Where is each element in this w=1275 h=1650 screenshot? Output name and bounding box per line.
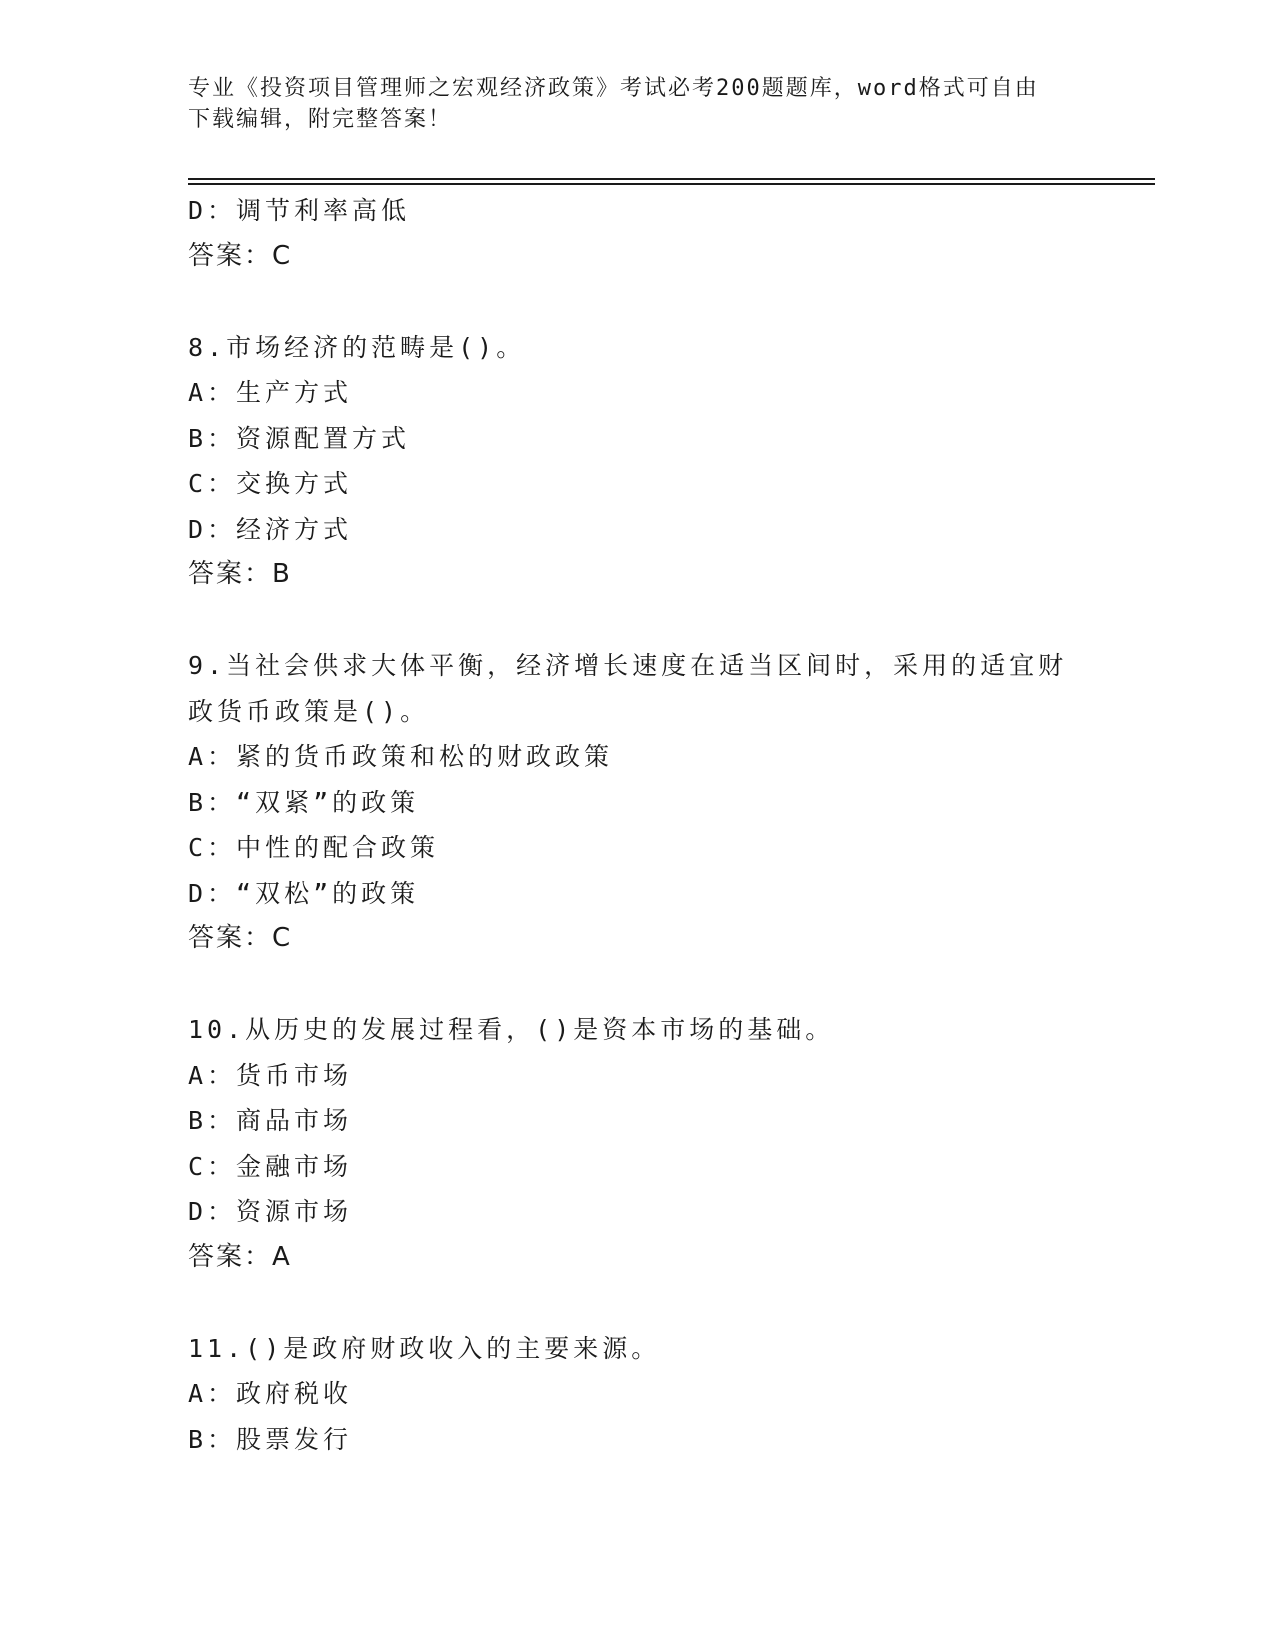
answer-line: 答案：C (188, 240, 293, 271)
option-line: C：中性的配合政策 (188, 833, 440, 862)
question-stem: 政货币政策是()。 (188, 696, 430, 726)
header-divider-bottom (188, 183, 1155, 185)
answer-line: 答案：B (188, 559, 292, 589)
option-line: A：货币市场 (188, 1060, 353, 1090)
option-line: C：交换方式 (188, 469, 353, 498)
header-line-1: 专业《投资项目管理师之宏观经济政策》考试必考200题题库，word格式可自由 (188, 76, 1039, 101)
header-line-2: 下载编辑，附完整答案！ (188, 107, 453, 132)
question-stem: 11.()是政府财政收入的主要来源。 (188, 1333, 661, 1363)
option-line: A：紧的货币政策和松的财政政策 (188, 742, 614, 771)
question-stem: 10.从历史的发展过程看，()是资本市场的基础。 (188, 1015, 835, 1044)
option-line: A：政府税收 (188, 1379, 353, 1408)
option-line: B：“双紧”的政策 (188, 787, 420, 817)
option-line: B：资源配置方式 (188, 423, 411, 453)
option-line: D：资源市场 (188, 1197, 353, 1226)
option-line: A：生产方式 (188, 378, 353, 407)
question-block (188, 325, 1155, 598)
question-list (188, 188, 1155, 1462)
block-spacer (188, 1280, 1155, 1326)
question-stem: 8.市场经济的范畴是()。 (188, 332, 526, 362)
header-divider-top (188, 178, 1155, 180)
document-header (188, 73, 1088, 135)
question-block (188, 188, 1155, 279)
option-line: C：金融市场 (188, 1151, 353, 1181)
option-line: D：经济方式 (188, 514, 353, 544)
block-spacer (188, 279, 1155, 325)
block-spacer (188, 962, 1155, 1008)
block-spacer (188, 598, 1155, 644)
option-line: B：商品市场 (188, 1106, 353, 1135)
question-stem: 9.当社会供求大体平衡，经济增长速度在适当区间时，采用的适宜财 (188, 651, 1068, 680)
option-line: D：“双松”的政策 (188, 878, 420, 908)
option-line: B：股票发行 (188, 1424, 353, 1454)
answer-line: 答案：A (188, 1241, 292, 1272)
answer-line: 答案：C (188, 923, 293, 953)
question-block (188, 1007, 1155, 1280)
question-block (188, 643, 1155, 962)
question-block (188, 1326, 1155, 1463)
option-line: D：调节利率高低 (188, 196, 411, 225)
